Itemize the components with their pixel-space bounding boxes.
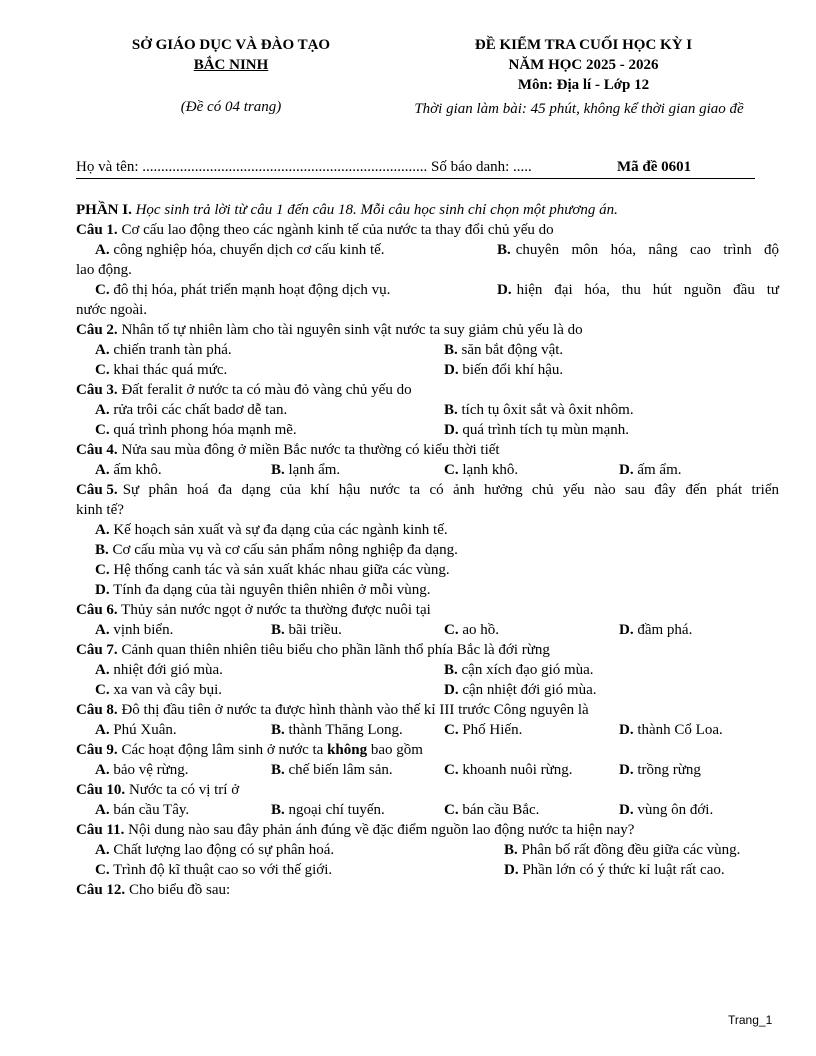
question-section (76, 200, 779, 900)
option-c: C. Trình độ kĩ thuật cao so với thế giới. (95, 862, 333, 878)
question-4: Câu 4. Nửa sau mùa đông ở miền Bắc nước ta thường có kiểu thời tiết (76, 442, 500, 458)
option-c: C. bán cầu Bắc. (444, 802, 540, 818)
question-1: Câu 1. Cơ cấu lao động theo các ngành kinh tế của nước ta thay đổi chủ yếu do (76, 222, 554, 238)
option-a: A. Phú Xuân. (95, 722, 177, 738)
option-c: C. quá trình phong hóa mạnh mẽ. (95, 422, 297, 438)
option-b: B. săn bắt động vật. (444, 342, 564, 358)
option-c: C. khoanh nuôi rừng. (444, 762, 573, 778)
option-a: A. vịnh biển. (95, 622, 174, 638)
option-d: D. biến đổi khí hậu. (444, 362, 564, 378)
option-b: B. chế biến lâm sản. (271, 762, 393, 778)
option-a: A. ấm khô. (95, 462, 162, 478)
school-year: NĂM HỌC 2025 - 2026 (508, 57, 659, 73)
question-6: Câu 6. Thủy sản nước ngọt ở nước ta thường được nuôi tại (76, 602, 431, 618)
option-b: B. tích tụ ôxit sắt và ôxit nhôm. (444, 402, 634, 418)
question-2: Câu 2. Nhân tố tự nhiên làm cho tài nguyên sinh vật nước ta suy giảm chủ yếu là do (76, 322, 583, 338)
option-b: B. bãi triều. (271, 622, 342, 638)
exam-title: ĐỀ KIỂM TRA CUỐI HỌC KỲ I (474, 37, 693, 53)
exam-header (76, 37, 781, 137)
question-1-options-cd (76, 280, 779, 300)
option-d: D. ấm ẩm. (619, 462, 682, 478)
option-a: A. bán cầu Tây. (95, 802, 190, 818)
option-a: A. Kế hoạch sản xuất và sự đa dạng của các ngành kinh tế. (95, 522, 448, 538)
option-d: D. Tính đa dạng của tài nguyên thiên nhiên ở mỗi vùng. (95, 582, 431, 598)
option-b: B. chuyên môn hóa, nâng cao trình độ (497, 242, 779, 258)
option-a: A. nhiệt đới gió mùa. (95, 662, 223, 678)
question-8: Câu 8. Đô thị đầu tiên ở nước ta được hình thành vào thế kỉ III trước Công nguyên là (76, 702, 589, 718)
page-count-note: (Đề có 04 trang) (180, 99, 282, 115)
student-info-line (76, 158, 755, 179)
option-b: B. thành Thăng Long. (271, 722, 403, 738)
option-d: D. đầm phá. (619, 622, 693, 638)
exam-code: Mã đề 0601 (617, 159, 692, 175)
option-d: D. Phần lớn có ý thức kỉ luật rất cao. (504, 862, 725, 878)
option-c: C. Hệ thống canh tác và sản xuất khác nhau giữa các vùng. (95, 562, 450, 578)
option-b: B. ngoại chí tuyến. (271, 802, 385, 818)
option-d: D. vùng ôn đới. (619, 802, 714, 818)
question-5: Câu 5. Sự phân hoá đa dạng của khí hậu nước ta có ảnh hưởng chủ yếu nào sau đây đến phát triển (76, 482, 779, 498)
option-b: B. Phân bố rất đồng đều giữa các vùng. (504, 842, 741, 858)
option-d: D. hiện đại hóa, thu hút nguồn đầu tư (497, 282, 779, 298)
time-allowed: Thời gian làm bài: 45 phút, không kể thời gian giao đề (414, 101, 744, 117)
option-c: C. khai thác quá mức. (95, 362, 228, 378)
option-b: B. cận xích đạo gió mùa. (444, 662, 594, 678)
question-5-continued: kinh tế? (76, 502, 124, 518)
option-c: C. đô thị hóa, phát triển mạnh hoạt động dịch vụ. (95, 282, 391, 298)
subject-grade: Môn: Địa lí - Lớp 12 (517, 77, 650, 93)
option-b: B. lạnh ẩm. (271, 462, 341, 478)
option-d: D. thành Cổ Loa. (619, 722, 723, 738)
option-a: A. công nghiệp hóa, chuyển dịch cơ cấu kinh tế. (95, 242, 385, 258)
question-1-options-ab (76, 240, 779, 260)
question-10: Câu 10. Nước ta có vị trí ở (76, 782, 240, 798)
option-d-continued: nước ngoài. (76, 302, 148, 318)
option-a: A. rửa trôi các chất badơ dễ tan. (95, 402, 288, 418)
question-11: Câu 11. Nội dung nào sau đây phản ánh đúng về đặc điểm nguồn lao động nước ta hiện nay? (76, 822, 635, 838)
option-a: A. Chất lượng lao động có sự phân hoá. (95, 842, 335, 858)
option-a: A. chiến tranh tàn phá. (95, 342, 232, 358)
option-c: C. lạnh khô. (444, 462, 519, 478)
question-9: Câu 9. Các hoạt động lâm sinh ở nước ta không bao gồm (76, 742, 423, 758)
question-12: Câu 12. Cho biểu đồ sau: (76, 882, 231, 898)
option-c: C. ao hồ. (444, 622, 500, 638)
option-c: C. Phố Hiến. (444, 722, 523, 738)
option-d: D. quá trình tích tụ mùn mạnh. (444, 422, 629, 438)
option-c: C. xa van và cây bụi. (95, 682, 223, 698)
department-name: SỞ GIÁO DỤC VÀ ĐÀO TẠO (131, 37, 331, 53)
option-b: B. Cơ cấu mùa vụ và cơ cấu sản phẩm nông nghiệp đa dạng. (95, 542, 458, 558)
question-7: Câu 7. Cảnh quan thiên nhiên tiêu biểu cho phần lãnh thổ phía Bắc là đới rừng (76, 642, 550, 658)
option-a: A. bảo vệ rừng. (95, 762, 189, 778)
part-label: PHẦN I. (76, 202, 132, 218)
option-d: D. trồng rừng (619, 762, 701, 778)
student-name-field: Họ và tên: ............................................................................ Số báo danh: ..... (76, 159, 532, 175)
question-3: Câu 3. Đất feralit ở nước ta có màu đỏ vàng chủ yếu do (76, 382, 412, 398)
option-b-continued: lao động. (76, 262, 132, 278)
page-number: Trang_1 (728, 1013, 773, 1027)
part-instruction: Học sinh trả lời từ câu 1 đến câu 18. Mỗi câu học sinh chỉ chọn một phương án. (135, 202, 618, 218)
option-d: D. cận nhiệt đới gió mùa. (444, 682, 597, 698)
part-heading (76, 200, 779, 220)
province-name: BẮC NINH (193, 57, 269, 73)
